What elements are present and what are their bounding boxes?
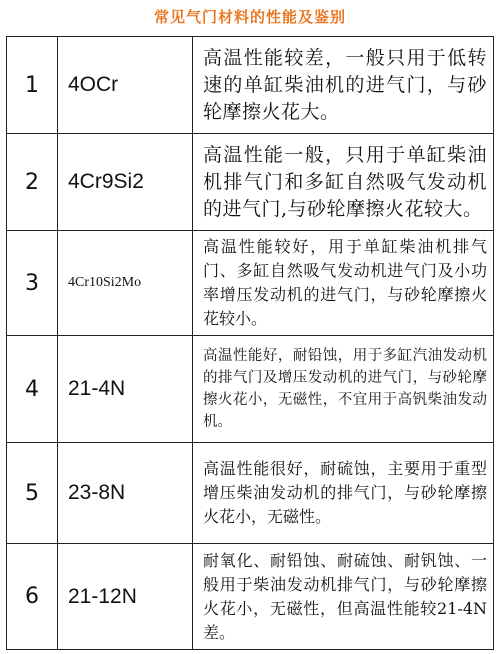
row-number: 5 [7, 443, 58, 544]
row-number: 3 [7, 231, 58, 336]
material-description: 高温性能很好，耐硫蚀，主要用于重型增压柴油发动机的排气门，与砂轮摩擦火花小，无磁性。 [193, 443, 494, 544]
material-description: 耐氧化、耐铅蚀、耐硫蚀、耐钒蚀、一般用于柴油发动机排气门，与砂轮摩擦火花小，无磁性，但高温性能较21-4N差。 [193, 544, 494, 650]
valve-materials-table [6, 36, 494, 650]
table-row [7, 544, 494, 650]
material-name: 4Cr10Si2Mo [58, 231, 193, 336]
row-number: 2 [7, 134, 58, 231]
row-number: 6 [7, 544, 58, 650]
table-row [7, 443, 494, 544]
material-name: 4OCr [58, 37, 193, 134]
material-name: 21-4N [58, 336, 193, 443]
table-row [7, 336, 494, 443]
material-description: 高温性能较差，一般只用于低转速的单缸柴油机的进气门，与砂轮摩擦火花大。 [193, 37, 494, 134]
material-name: 21-12N [58, 544, 193, 650]
table-row [7, 134, 494, 231]
material-description: 高温性能好，耐铅蚀，用于多缸汽油发动机的排气门及增压发动机的进气门，与砂轮摩擦火花小，无磁性，不宜用于高钒柴油发动机。 [193, 336, 494, 443]
material-description: 高温性能一般，只用于单缸柴油机排气门和多缸自然吸气发动机的进气门,与砂轮摩擦火花较大。 [193, 134, 494, 231]
table-row [7, 37, 494, 134]
row-number: 4 [7, 336, 58, 443]
page-title: 常见气门材料的性能及鉴别 [153, 8, 346, 26]
material-name: 23-8N [58, 443, 193, 544]
row-number: 1 [7, 37, 58, 134]
table-row [7, 231, 494, 336]
material-description: 高温性能较好，用于单缸柴油机排气门、多缸自然吸气发动机进气门及小功率增压发动机的进气门，与砂轮摩擦火花较小。 [193, 231, 494, 336]
material-name: 4Cr9Si2 [58, 134, 193, 231]
